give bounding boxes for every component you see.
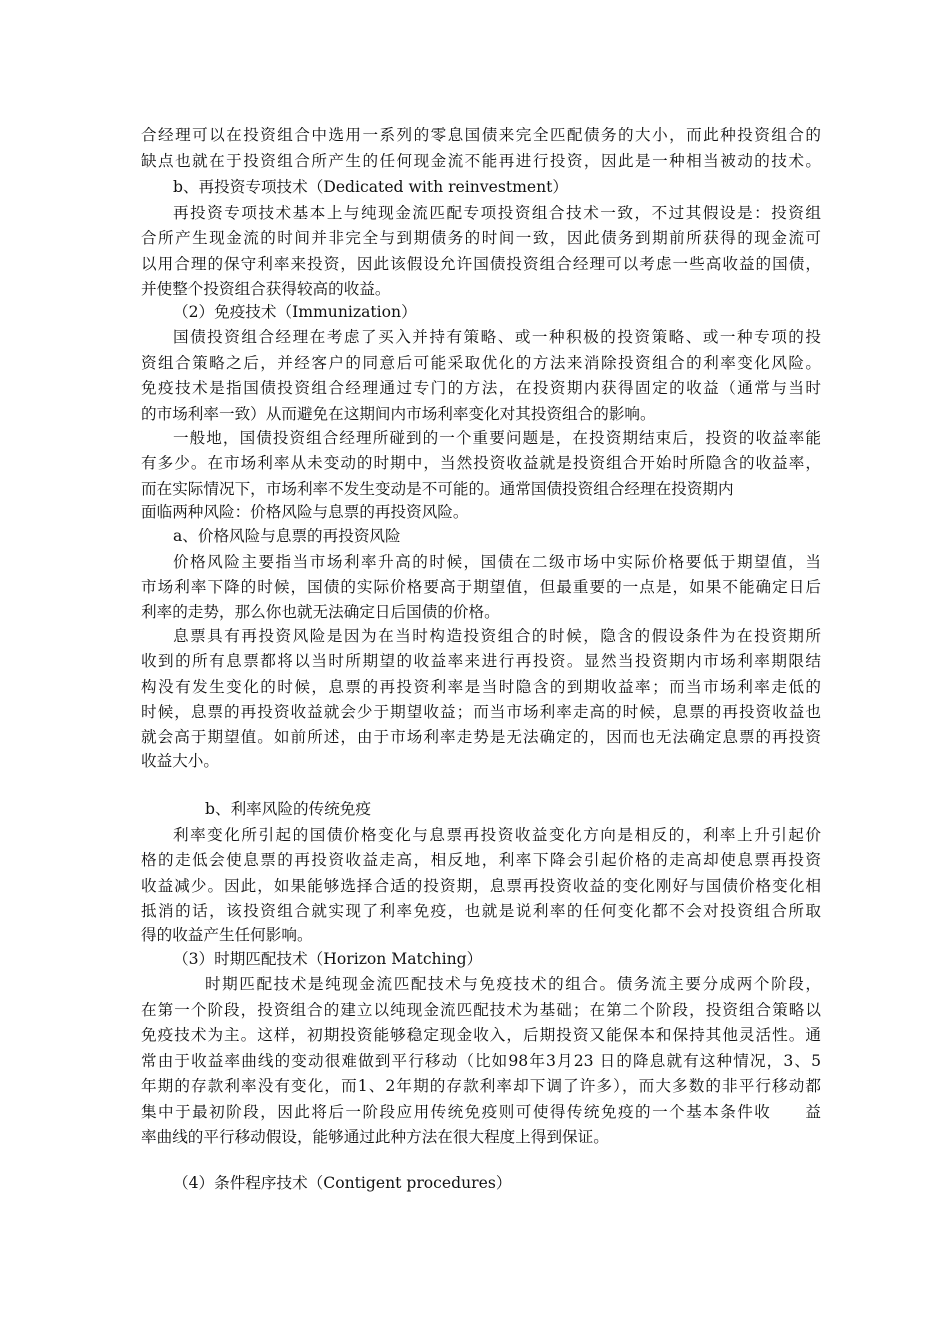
text-line: 得的收益产生任何影响。 xyxy=(141,926,313,944)
text-line: 就会高于期望值。如前所述，由于市场利率走势是无法确定的，因而也无法确定息票的再投资 xyxy=(141,728,821,746)
text-line: 收益大小。 xyxy=(141,752,219,770)
text-line: 常由于收益率曲线的变动很难做到平行移动（比如98年3月23 日的降息就有这种情况，3、5 xyxy=(141,1052,821,1070)
text-line: 有多少。在市场利率从未变动的时期中，当然投资收益就是投资组合开始时所隐含的收益率， xyxy=(141,454,821,472)
text-line: 时期匹配技术是纯现金流匹配技术与免疫技术的组合。债务流主要分成两个阶段， xyxy=(205,975,821,993)
text-line: 的市场利率一致）从而避免在这期间内市场利率变化对其投资组合的影响。 xyxy=(141,405,656,423)
text-line: 合所产生现金流的时间并非完全与到期债务的时间一致，因此债务到期前所获得的现金流可 xyxy=(141,229,821,247)
text-line: 资组合策略之后，并经客户的同意后可能采取优化的方法来消除投资组合的利率变化风险。 xyxy=(141,354,821,372)
text-line: 利率的走势，那么你也就无法确定日后国债的价格。 xyxy=(141,603,500,621)
text-line: 收到的所有息票都将以当时所期望的收益率来进行再投资。显然当投资期内市场利率期限结 xyxy=(141,652,821,670)
text-line: 在第一个阶段，投资组合的建立以纯现金流匹配技术为基础；在第二个阶段，投资组合策略以 xyxy=(141,1001,821,1019)
text-line: 并使整个投资组合获得较高的收益。 xyxy=(141,280,391,298)
text-line: 构没有发生变化的时候，息票的再投资利率是当时隐含的到期收益率；而当市场利率走低的 xyxy=(141,678,821,696)
section-heading: （4）条件程序技术（Contigent procedures） xyxy=(173,1174,512,1192)
section-heading: （2）免疫技术（Immunization） xyxy=(173,303,417,321)
text-line: 时候，息票的再投资收益就会少于期望收益；而当市场利率走高的时候，息票的再投资收益也 xyxy=(141,703,821,721)
text-line: 免疫技术是指国债投资组合经理通过专门的方法，在投资期内获得固定的收益（通常与当时 xyxy=(141,379,821,397)
text-line: 免疫技术为主。这样，初期投资能够稳定现金收入，后期投资又能保本和保持其他灵活性。通 xyxy=(141,1026,821,1044)
section-heading: b、再投资专项技术（Dedicated with reinvestment） xyxy=(173,178,569,196)
text-line: 合经理可以在投资组合中选用一系列的零息国债来完全匹配债务的大小，而此种投资组合的 xyxy=(141,126,821,144)
text-line: 市场利率下降的时候，国债的实际价格要高于期望值，但最重要的一点是，如果不能确定日后 xyxy=(141,578,821,596)
section-heading: a、价格风险与息票的再投资风险 xyxy=(173,527,401,545)
text-line: 格的走低会使息票的再投资收益走高，相反地，利率下降会引起价格的走高却使息票再投资 xyxy=(141,851,821,869)
text-line: 面临两种风险：价格风险与息票的再投资风险。 xyxy=(141,503,469,521)
section-heading: （3）时期匹配技术（Horizon Matching） xyxy=(173,950,483,968)
text-line: 国债投资组合经理在考虑了买入并持有策略、或一种积极的投资策略、或一种专项的投 xyxy=(173,328,821,346)
text-line: 而在实际情况下，市场利率不发生变动是不可能的。通常国债投资组合经理在投资期内 xyxy=(141,480,734,498)
text-line: 息票具有再投资风险是因为在当时构造投资组合的时候，隐含的假设条件为在投资期所 xyxy=(173,627,821,645)
text-line: 集中于最初阶段，因此将后一阶段应用传统免疫则可使得传统免疫的一个基本条件收 益 xyxy=(141,1103,821,1121)
text-line: 以用合理的保守利率来投资，因此该假设允许国债投资组合经理可以考虑一些高收益的国债， xyxy=(141,255,821,273)
text-line: 年期的存款利率没有变化，而1、2年期的存款利率却下调了许多），而大多数的非平行移动都 xyxy=(141,1077,821,1095)
section-heading: b、利率风险的传统免疫 xyxy=(205,800,371,818)
text-line: 一般地，国债投资组合经理所碰到的一个重要问题是，在投资期结束后，投资的收益率能 xyxy=(173,429,821,447)
text-line: 缺点也就在于投资组合所产生的任何现金流不能再进行投资，因此是一种相当被动的技术。 xyxy=(141,152,821,170)
text-line: 收益减少。因此，如果能够选择合适的投资期，息票再投资收益的变化刚好与国债价格变化相 xyxy=(141,877,821,895)
text-line: 率曲线的平行移动假设，能够通过此种方法在很大程度上得到保证。 xyxy=(141,1128,609,1146)
text-line: 抵消的话，该投资组合就实现了利率免疫，也就是说利率的任何变化都不会对投资组合所取 xyxy=(141,902,821,920)
text-line: 利率变化所引起的国债价格变化与息票再投资收益变化方向是相反的，利率上升引起价 xyxy=(173,826,821,844)
text-line: 再投资专项技术基本上与纯现金流匹配专项投资组合技术一致，不过其假设是：投资组 xyxy=(173,204,821,222)
text-line: 价格风险主要指当市场利率升高的时候，国债在二级市场中实际价格要低于期望值，当 xyxy=(173,553,821,571)
